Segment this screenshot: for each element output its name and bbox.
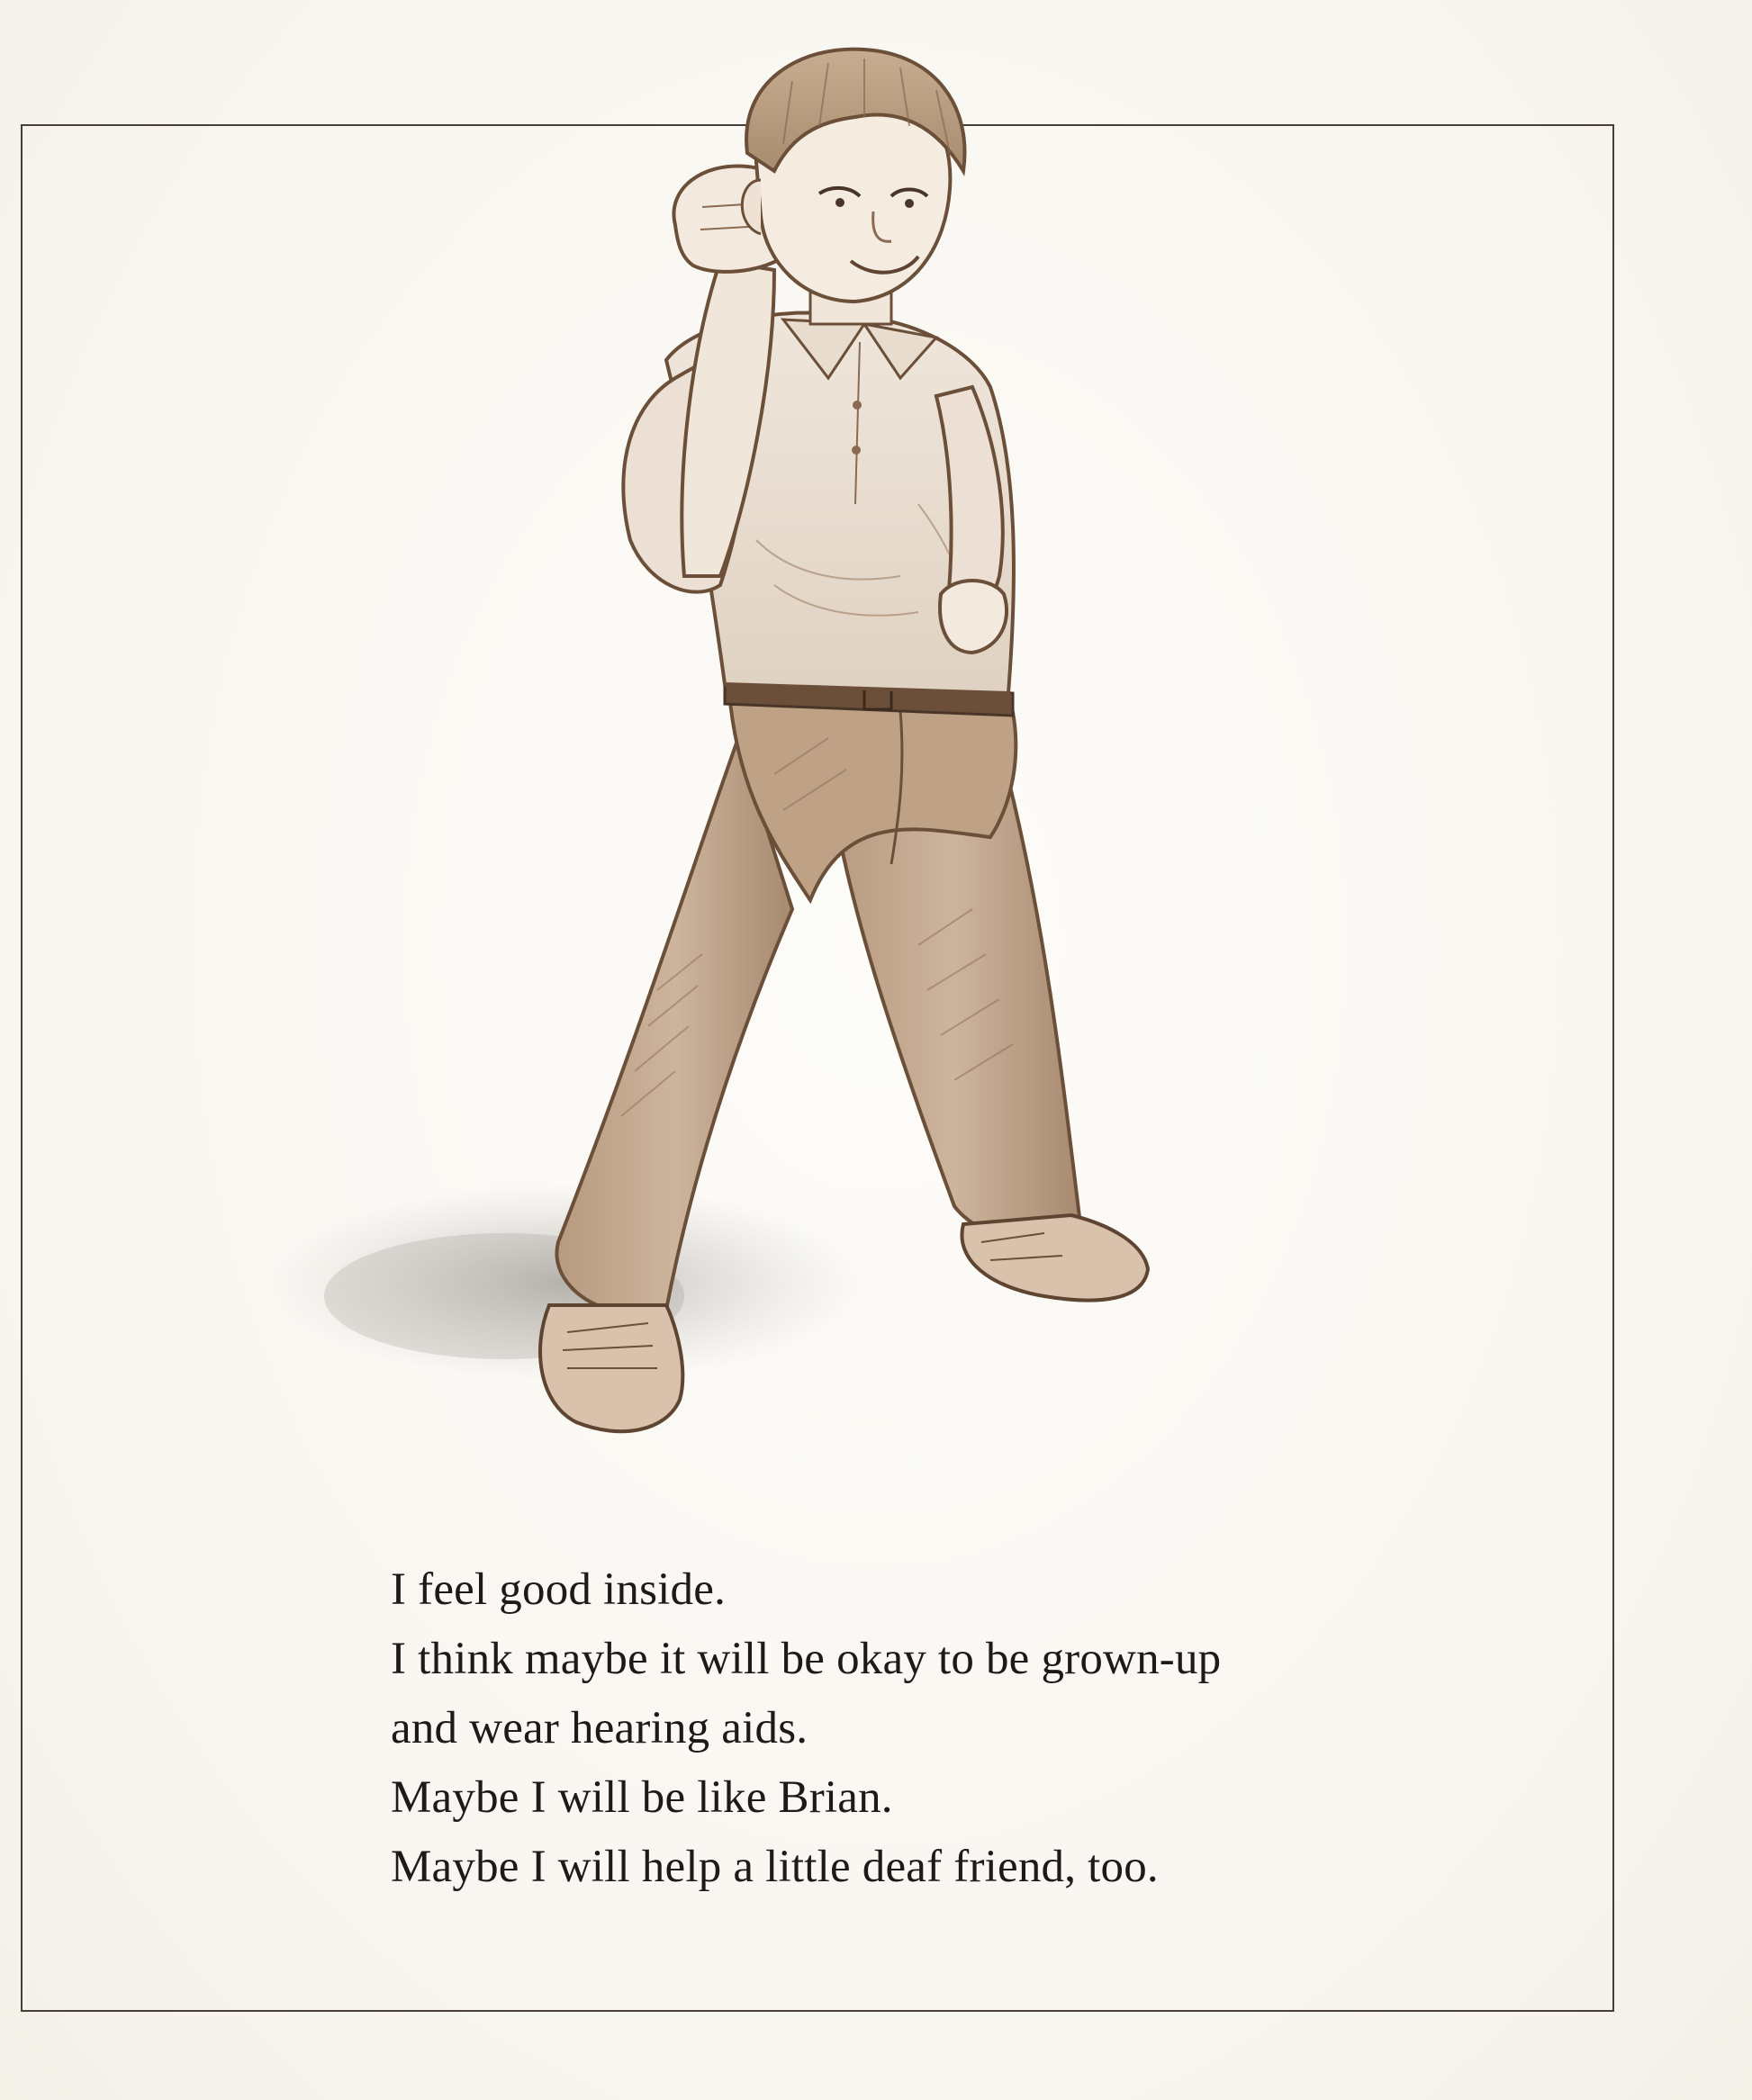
story-line-3: and wear hearing aids. xyxy=(391,1703,808,1753)
story-line-4: Maybe I will be like Brian. xyxy=(391,1772,893,1823)
story-line-5: Maybe I will help a little deaf friend, too. xyxy=(391,1842,1159,1892)
boy-illustration xyxy=(270,0,1170,1512)
sketched-boy-cheering-icon xyxy=(270,0,1170,1512)
story-text xyxy=(391,1555,1471,1902)
story-line-1: I feel good inside. xyxy=(391,1564,727,1615)
story-line-2: I think maybe it will be okay to be grown-up xyxy=(391,1634,1222,1684)
